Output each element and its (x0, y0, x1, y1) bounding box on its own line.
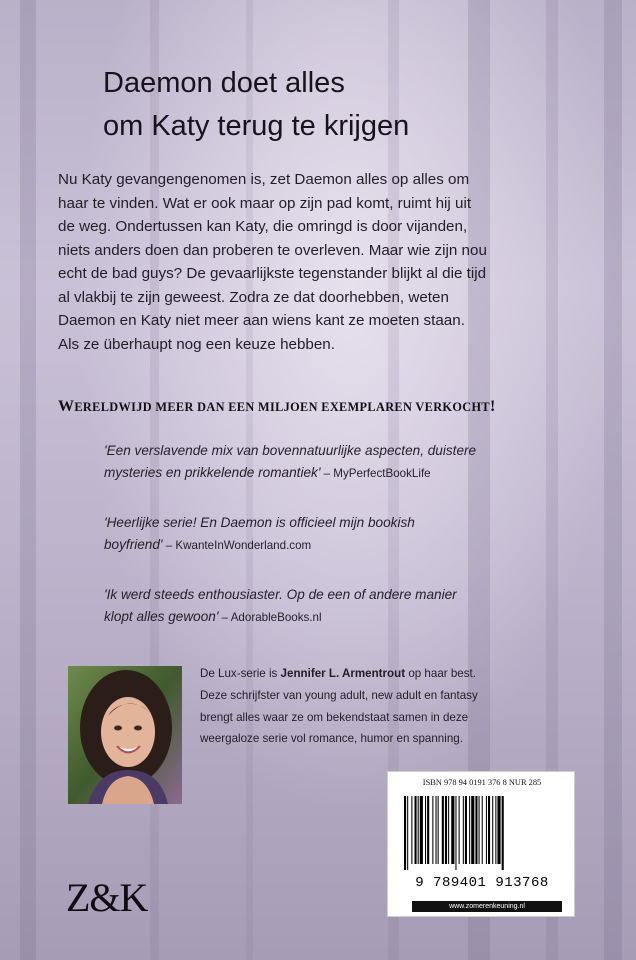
quote-line-with-source (104, 462, 604, 485)
blurb-line: Daemon en Katy niet meer aan wiens kant ze moeten staan. (58, 312, 465, 329)
bio-line: weergaloze serie vol romance, humor en spanning. (200, 732, 463, 746)
review-quotes (104, 440, 604, 656)
publisher-logo: Z&K (66, 875, 148, 920)
author-name: Jennifer L. Armentrout (280, 667, 406, 680)
quote-line: mysteries en prikkelende romantiek' (104, 465, 321, 480)
bio-line: Deze schrijfster van young adult, new adult en fantasy (200, 688, 478, 702)
quote-line: klopt alles gewoon' (104, 609, 219, 624)
tagline-text: ERELDWIJD MEER DAN EEN MILJOEN EXEMPLAREN VERKOCHT (74, 400, 490, 414)
book-blurb (58, 168, 578, 356)
quote-line: 'Ik werd steeds enthousiaster. Op de een of andere manier (104, 587, 457, 602)
review-quote (104, 440, 604, 485)
blurb-line: al vlakbij te zijn geweest. Zodra ze dat doorhebben, weten (58, 288, 449, 306)
quote-line: 'Heerlijke serie! En Daemon is officieel mijn bookish (104, 515, 415, 530)
quote-line: 'Een verslavende mix van bovennatuurlijke aspecten, duistere (104, 443, 477, 458)
quote-source: – KwanteInWonderland.com (162, 539, 312, 552)
quote-source: – AdorableBooks.nl (218, 611, 322, 624)
blurb-line: niets anders doen dan proberen te overleven. Maar wie zijn nou (58, 241, 487, 259)
quote-line: boyfriend' (104, 537, 163, 552)
barcode-number: 9 789401 913768 (415, 875, 549, 891)
tagline-exclamation: ! (489, 398, 496, 415)
barcode-icon (404, 796, 564, 870)
author-bio (200, 663, 620, 750)
tagline-initial: W (58, 398, 75, 415)
headline-line-2: om Katy terug te krijgen (103, 110, 410, 142)
blurb-line: echt de bad guys? De gevaarlijkste tegenstander blijkt al die tijd (58, 265, 487, 282)
blurb-line: de weg. Ondertussen kan Katy, die omringd is door vijanden, (58, 218, 468, 235)
blurb-line: haar te vinden. Wat er ook maar op zijn pad komt, ruimt hij uit (58, 194, 472, 212)
author-photo (68, 666, 182, 804)
bio-prefix: De Lux-serie is (200, 667, 281, 680)
publisher-website: www.zomerenkeuning.nl (412, 901, 562, 912)
review-quote (104, 512, 604, 557)
bio-suffix: op haar best. (405, 667, 476, 680)
blurb-line: Nu Katy gevangengenomen is, zet Daemon alles op alles om (58, 171, 470, 188)
headline-line-1: Daemon doet alles (103, 67, 345, 99)
barcode-box (387, 771, 575, 917)
quote-source: – MyPerfectBookLife (320, 467, 431, 480)
headline (103, 62, 563, 148)
review-quote (104, 584, 604, 629)
isbn-line: ISBN 978 94 0191 376 8 NUR 285 (422, 778, 542, 787)
bio-first-line (200, 663, 620, 685)
sales-tagline (58, 398, 618, 416)
bio-line: brengt alles waar ze om bekendstaat samen in deze (200, 710, 469, 724)
quote-line-with-source (104, 606, 604, 629)
quote-line-with-source (104, 534, 604, 557)
blurb-line: Als ze überhaupt nog een keuze hebben. (58, 335, 335, 353)
